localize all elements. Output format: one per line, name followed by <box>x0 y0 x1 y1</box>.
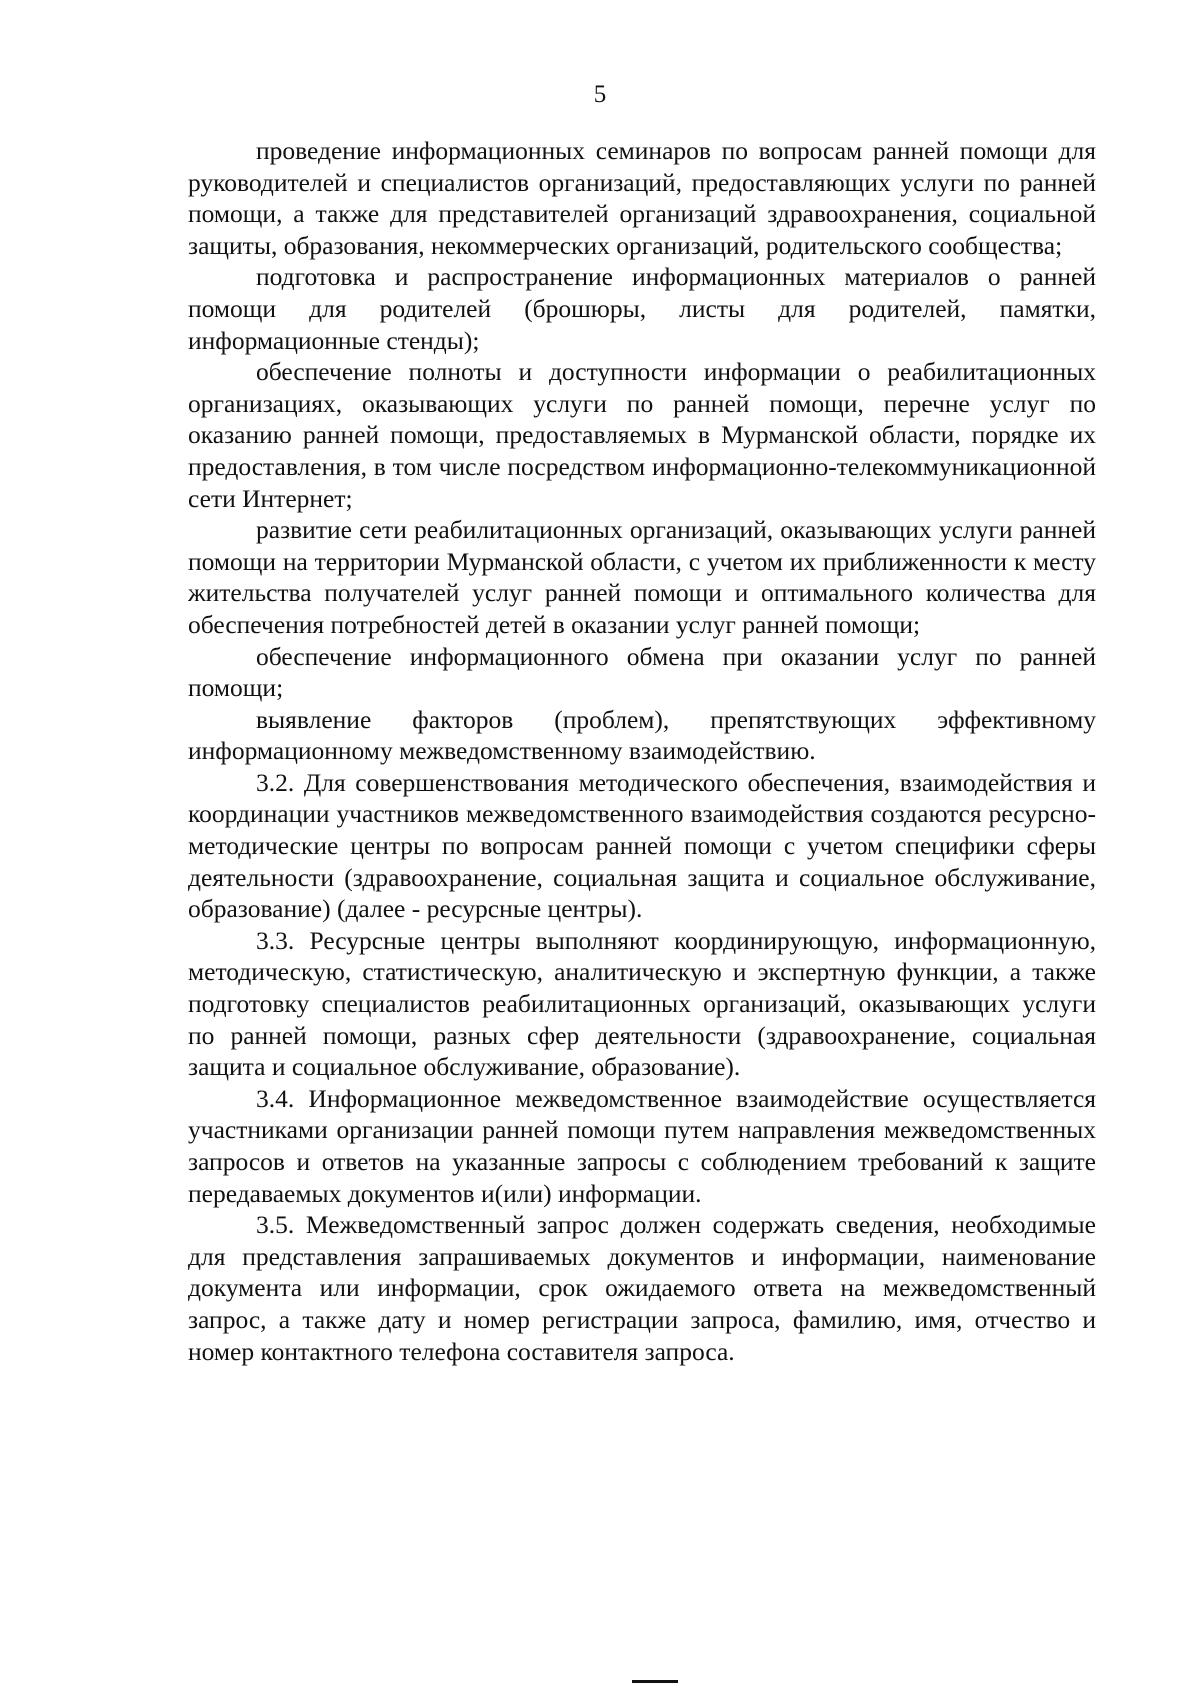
paragraph-info-materials: подготовка и распространение информационных материалов о ранней помощи для родителей (брошюры, листы для родителей, памятки, информационные стенды); <box>188 262 1096 355</box>
paragraph-factor-identification: выявление факторов (проблем), препятствующих эффективному информационному межведомственному взаимодействию. <box>188 704 1096 766</box>
footer-divider <box>632 1680 678 1683</box>
paragraph-info-availability: обеспечение полноты и доступности информации о реабилитационных организациях, оказывающих услуги по ранней помощи, перечне услуг по оказанию ранней помощи, предоставляемых в Мурманской области, порядке их предоставления, в том числе посредством информационно-телекоммуникационной сети Интернет; <box>188 357 1096 513</box>
paragraph-3-3: 3.3. Ресурсные центры выполняют координирующую, информационную, методическую, статистическую, аналитическую и экспертную функции, а также подготовку специалистов реабилитационных организаций, оказывающих услуги по ранней помощи, разных сфер деятельности (здравоохранение, социальная защита и социальное обслуживание, образование). <box>188 925 1096 1082</box>
paragraph-seminars: проведение информационных семинаров по вопросам ранней помощи для руководителей и специалистов организаций, предоставляющих услуги по ранней помощи, а также для представителей организаций здравоохранения, социальной защиты, образования, некоммерческих организаций, родительского сообщества; <box>188 136 1096 260</box>
paragraph-3-5: 3.5. Межведомственный запрос должен содержать сведения, необходимые для представления запрашиваемых документов и информации, наименование документа или информации, срок ожидаемого ответа на межведомственный запрос, а также дату и номер регистрации запроса, фамилию, имя, отчество и номер контактного телефона составителя запроса. <box>188 1210 1096 1366</box>
paragraph-info-exchange: обеспечение информационного обмена при оказании услуг по ранней помощи; <box>188 641 1096 703</box>
paragraph-network-development: развитие сети реабилитационных организаций, оказывающих услуги ранней помощи на территории Мурманской области, с учетом их приближенности к месту жительства получателей услуг ранней помощи и оптимального количества для обеспечения потребностей детей в оказании услуг ранней помощи; <box>188 515 1096 639</box>
paragraph-3-2: 3.2. Для совершенствования методического обеспечения, взаимодействия и координации участников межведомственного взаимодействия создаются ресурсно-методические центры по вопросам ранней помощи с учетом специфики сферы деятельности (здравоохранение, социальная защита и социальное обслуживание, образование) (далее - ресурсные центры). <box>188 767 1096 924</box>
page-number: 5 <box>593 81 607 108</box>
document-body <box>188 135 1096 1367</box>
paragraph-3-4: 3.4. Информационное межведомственное взаимодействие осуществляется участниками организации ранней помощи путем направления межведомственных запросов и ответов на указанные запросы с соблюдением требований к защите передаваемых документов и(или) информации. <box>188 1083 1096 1208</box>
